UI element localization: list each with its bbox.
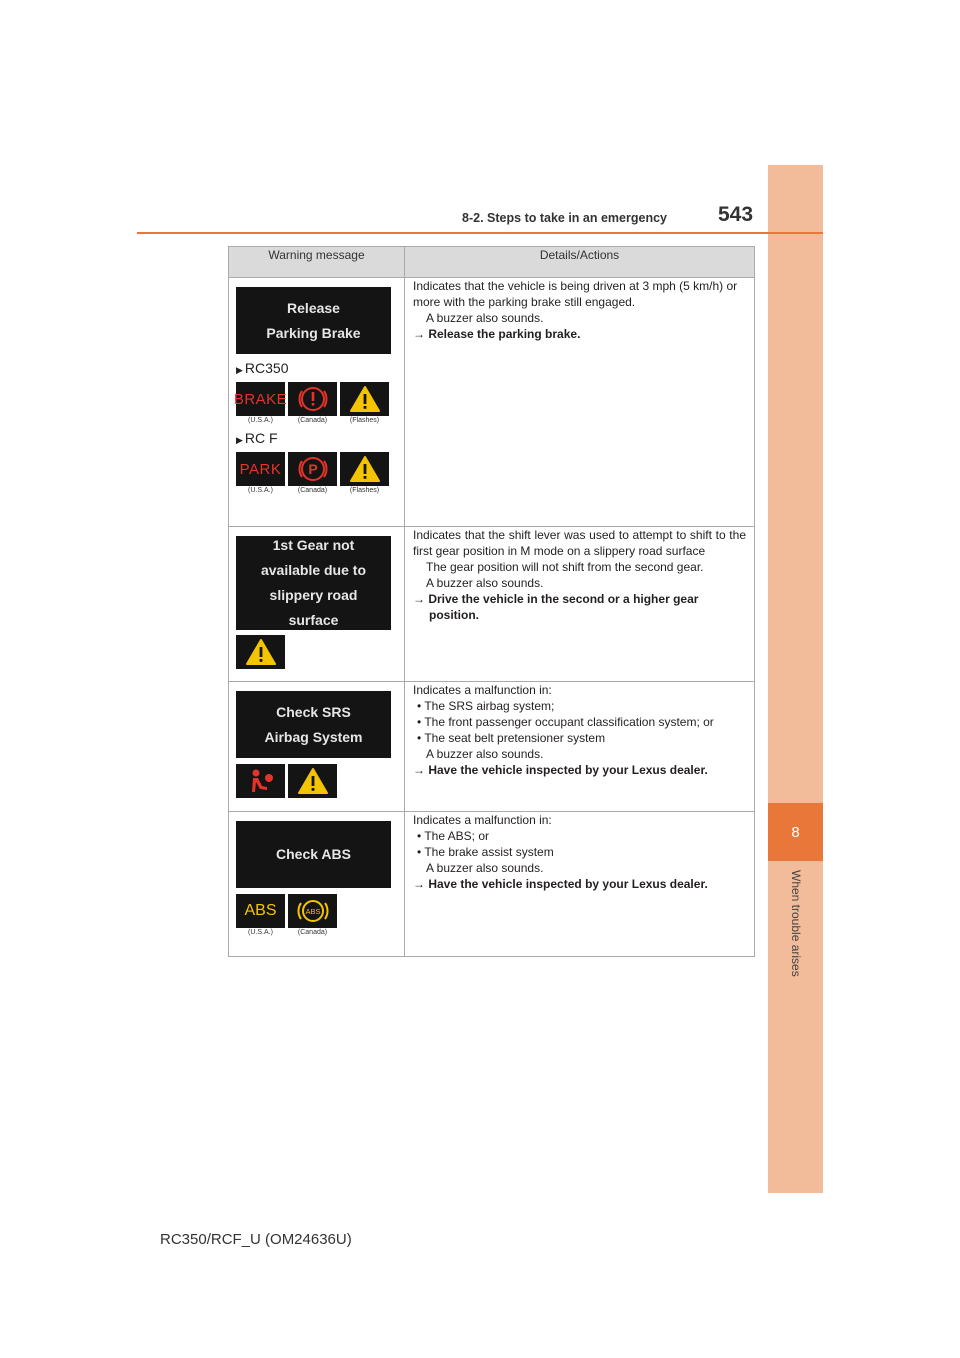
document-code-footer: RC350/RCF_U (OM24636U) [160,1231,352,1248]
display-screen: Check ABS [236,821,391,888]
table-row [229,812,755,957]
page-number: 543 [718,203,754,226]
table-row [229,682,755,812]
warning-triangle-icon [340,382,389,416]
model-label-rcf: ▶ RC F [236,430,278,446]
warning-cell [229,812,405,957]
table-row [229,527,755,682]
table-row [229,278,755,527]
icon-labels: (U.S.A.) (Canada) (Flashes) [248,417,380,424]
svg-text:ABS: ABS [304,907,321,916]
details-cell: Indicates that the vehicle is being driven at 3 mph (5 km/h) or more with the parking brake still engaged. A buzzer also sounds. → Release the parking brake. [405,278,755,527]
warning-triangle-icon [288,764,337,798]
icon-labels: (U.S.A.) (Canada) (Flashes) [248,487,380,494]
display-screen: Release Parking Brake [236,287,391,354]
icon-row [236,894,397,928]
warning-cell [229,527,405,682]
icon-labels: (U.S.A.) (Canada) [248,929,328,936]
display-screen: Check SRS Airbag System [236,691,391,758]
icon-row [236,635,397,669]
svg-text:P: P [307,461,318,477]
warning-cell [229,682,405,812]
col-header-warning: Warning message [229,247,405,278]
abs-text-icon: ABS [236,894,285,928]
details-cell: Indicates that the shift lever was used to attempt to shift to the first gear position in M mode on a slippery road surface The gear position will not shift from the second gear. A buzzer also sounds. → Drive the vehicle in the second or a higher gear position. [405,527,755,682]
col-header-details: Details/Actions [405,247,755,278]
details-cell: Indicates a malfunction in: • The SRS airbag system; • The front passenger occupant classification system; or • The seat belt pretensioner system A buzzer also sounds. → Have the vehicle inspected by your Lexus dealer. [405,682,755,812]
warning-triangle-icon [340,452,389,486]
table-header-row [229,247,755,278]
chapter-side-tab [768,165,823,1193]
park-text-icon: PARK [236,452,285,486]
display-screen: 1st Gear not available due to slippery road surface [236,536,391,630]
chapter-number: 8 [768,803,823,861]
icon-row [236,764,397,798]
parking-brake-p-icon [288,452,337,486]
model-label-rc350: ▶ RC350 [236,360,289,376]
warning-table [228,246,755,957]
brake-warning-circle-icon [288,382,337,416]
brake-text-icon: BRAKE [236,382,285,416]
icon-row [236,452,397,486]
chapter-title-vertical: When trouble arises [789,870,803,977]
warning-cell [229,278,405,527]
abs-circle-icon [288,894,337,928]
warning-triangle-icon [236,635,285,669]
section-title: 8-2. Steps to take in an emergency [462,211,667,225]
icon-row [233,382,397,416]
airbag-person-icon [236,764,285,798]
header-rule [137,232,823,234]
details-cell: Indicates a malfunction in: • The ABS; or • The brake assist system A buzzer also sounds. → Have the vehicle inspected by your Lexus dealer. [405,812,755,957]
